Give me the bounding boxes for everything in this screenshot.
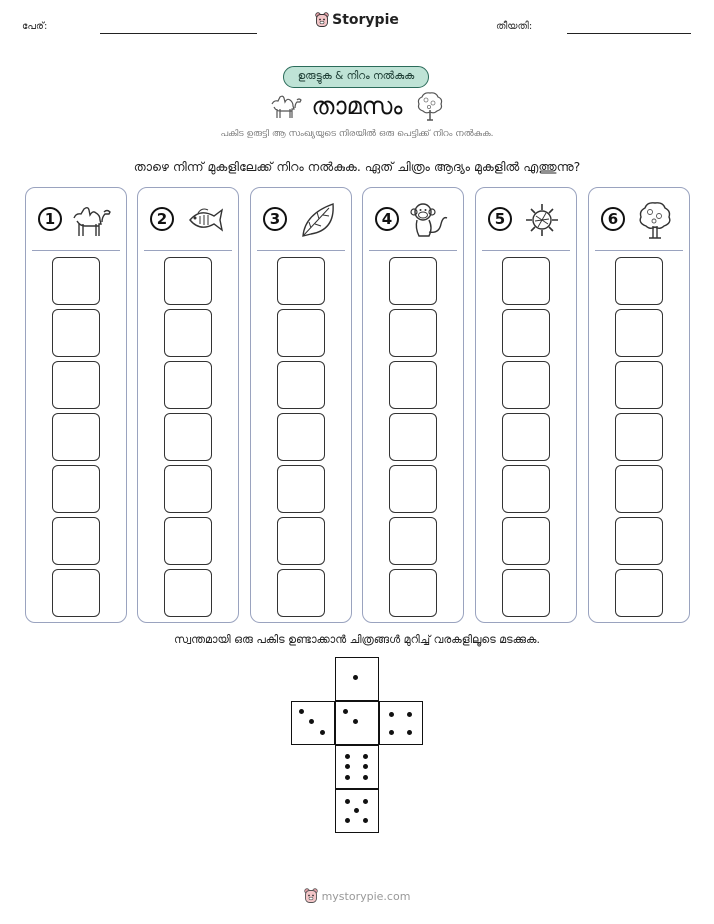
die-face-6 [335,745,379,789]
column-number: 1 [38,207,62,231]
color-box[interactable] [277,465,325,513]
column-number: 2 [150,207,174,231]
die-face-1 [335,657,379,701]
color-box[interactable] [389,465,437,513]
leaf-icon [295,200,339,240]
color-box[interactable] [389,257,437,305]
die-face-2 [335,701,379,745]
column-2 [137,187,239,623]
bear-logo-icon [315,12,329,28]
color-box[interactable] [389,517,437,565]
color-box[interactable] [615,413,663,461]
color-box[interactable] [615,361,663,409]
color-box[interactable] [277,361,325,409]
fish-icon [182,200,226,240]
column-3 [250,187,352,623]
column-6 [588,187,690,623]
color-box[interactable] [164,309,212,357]
brand-logo [0,12,714,28]
color-box[interactable] [502,465,550,513]
color-box[interactable] [52,569,100,617]
monkey-icon [407,200,451,240]
color-box[interactable] [277,569,325,617]
instruction-text: താഴെ നിന്ന് മുകളിലേക്ക് നിറം നൽകുക. ഏത് ചിത്രം ആദ്യം മുകളിൽ എത്തുന്നു? [133,159,581,174]
column-4 [362,187,464,623]
color-box[interactable] [615,257,663,305]
color-box[interactable] [389,413,437,461]
color-box[interactable] [615,517,663,565]
color-box[interactable] [502,569,550,617]
column-5 [475,187,577,623]
name-label: പേര്: [22,21,48,32]
footer-url[interactable]: mystorypie.com [321,889,411,903]
color-box[interactable] [277,413,325,461]
sun-icon [520,200,564,240]
color-box[interactable] [502,309,550,357]
color-box[interactable] [52,361,100,409]
tree-title-icon [416,90,444,122]
color-box[interactable] [52,309,100,357]
color-box[interactable] [52,465,100,513]
brand-name: Storypie [332,12,399,28]
column-number: 3 [263,207,287,231]
color-box[interactable] [502,413,550,461]
color-box[interactable] [52,413,100,461]
color-box[interactable] [502,517,550,565]
color-box[interactable] [615,569,663,617]
color-box[interactable] [164,257,212,305]
column-number: 5 [488,207,512,231]
color-box[interactable] [277,517,325,565]
color-box[interactable] [389,361,437,409]
column-1 [25,187,127,623]
color-box[interactable] [52,517,100,565]
color-box[interactable] [615,309,663,357]
die-instruction: സ്വന്തമായി ഒരു പകിട ഉണ്ടാക്കാൻ ചിത്രങ്ങൾ മുറിച്ച് വരകളിലൂടെ മടക്കുക. [174,633,540,646]
tree-icon [633,200,677,240]
color-box[interactable] [164,361,212,409]
color-box[interactable] [52,257,100,305]
color-box[interactable] [502,257,550,305]
date-line[interactable] [567,33,691,34]
color-box[interactable] [164,465,212,513]
column-number: 4 [375,207,399,231]
bear-logo-icon [304,888,318,904]
color-box[interactable] [389,309,437,357]
color-box[interactable] [164,413,212,461]
subtitle: പകിട ഉരുട്ടി ആ സംഖ്യയുടെ നിരയിൽ ഒരു പെട്ടിക്ക് നിറം നൽകുക. [220,129,494,139]
die-face-5 [335,789,379,833]
color-box[interactable] [277,309,325,357]
activity-pill: ഉരുട്ടുക & നിറം നൽകുക [283,66,429,88]
camel-icon [70,200,114,240]
color-box[interactable] [164,569,212,617]
color-box[interactable] [615,465,663,513]
color-box[interactable] [164,517,212,565]
die-face-4 [379,701,423,745]
date-label: തീയതി: [496,21,533,32]
color-box[interactable] [389,569,437,617]
column-number: 6 [601,207,625,231]
page-title: താമസം [311,92,403,120]
die-face-3 [291,701,335,745]
footer [0,888,714,904]
color-box[interactable] [502,361,550,409]
name-line[interactable] [100,33,257,34]
color-box[interactable] [277,257,325,305]
